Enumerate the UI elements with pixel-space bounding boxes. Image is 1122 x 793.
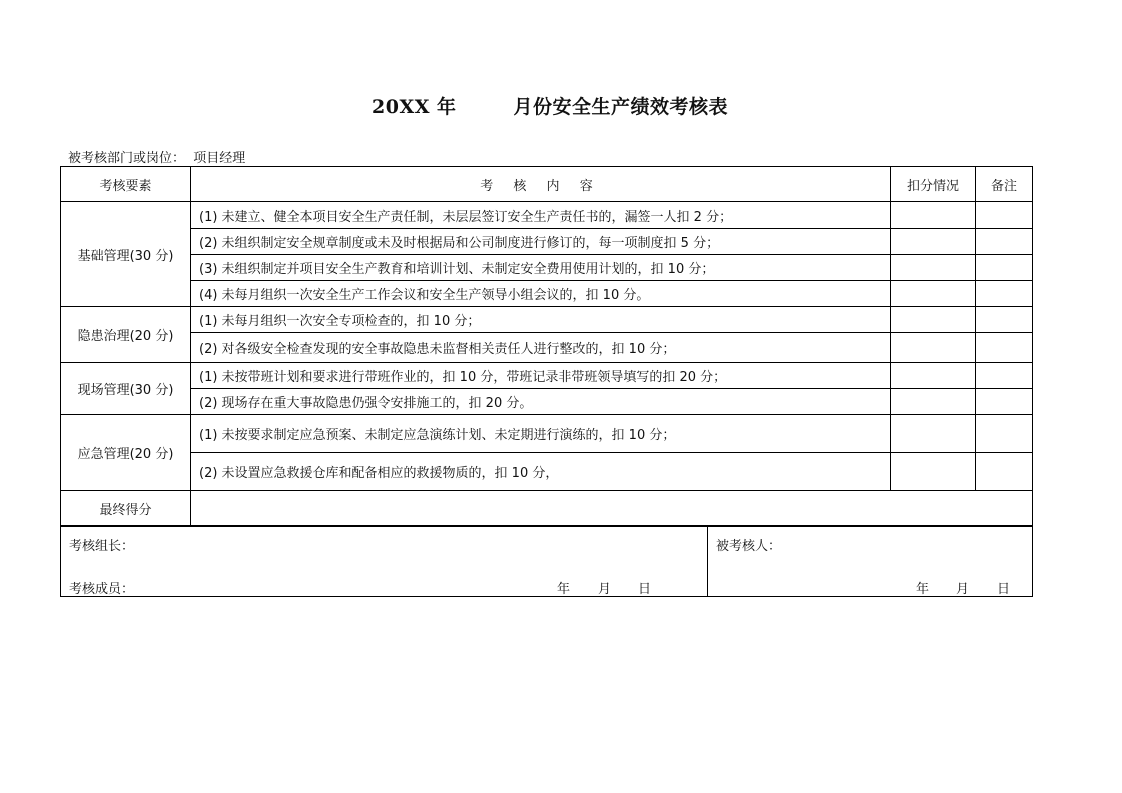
remark-cell[interactable] <box>976 281 1033 307</box>
table-row <box>61 363 1033 389</box>
item-content: (3) 未组织制定并项目安全生产教育和培训计划、未制定安全费用使用计划的，扣 10 分； <box>191 255 891 281</box>
department-label: 被考核部门或岗位： <box>68 151 186 166</box>
item-content: (1) 未按要求制定应急预案、未制定应急演练计划、未定期进行演练的，扣 10 分； <box>191 415 891 453</box>
deduction-cell[interactable] <box>891 333 976 363</box>
header-deduction: 扣分情况 <box>891 167 976 202</box>
category-emergency-management: 应急管理(20 分) <box>61 415 191 491</box>
table-row <box>61 415 1033 453</box>
date-year: 年 <box>916 582 930 597</box>
table-row <box>61 453 1033 491</box>
remark-cell[interactable] <box>976 415 1033 453</box>
remark-cell[interactable] <box>976 333 1033 363</box>
final-score-value[interactable] <box>191 491 1033 526</box>
header-content: 考 核 内 容 <box>191 167 891 202</box>
date-day: 日 <box>638 582 652 597</box>
date-month: 月 <box>956 582 970 597</box>
table-row <box>61 202 1033 229</box>
remark-cell[interactable] <box>976 202 1033 229</box>
header-remark: 备注 <box>976 167 1033 202</box>
assessee-signature-cell[interactable] <box>708 527 1033 597</box>
signature-table <box>60 526 1033 597</box>
remark-cell[interactable] <box>976 453 1033 491</box>
department-line <box>68 147 245 166</box>
deduction-cell[interactable] <box>891 202 976 229</box>
item-content: (1) 未按带班计划和要求进行带班作业的，扣 10 分，带班记录非带班领导填写的扣 20 分； <box>191 363 891 389</box>
item-content: (1) 未建立、健全本项目安全生产责任制，未层层签订安全生产责任书的，漏签一人扣 2 分； <box>191 202 891 229</box>
table-row <box>61 281 1033 307</box>
remark-cell[interactable] <box>976 389 1033 415</box>
final-score-row <box>61 491 1033 526</box>
deduction-cell[interactable] <box>891 415 976 453</box>
item-content: (2) 未设置应急救援仓库和配备相应的救援物质的，扣 10 分， <box>191 453 891 491</box>
item-content: (2) 现场存在重大事故隐患仍强令安排施工的，扣 20 分。 <box>191 389 891 415</box>
leader-label: 考核组长： <box>69 539 135 554</box>
item-content: (2) 对各级安全检查发现的安全事故隐患未监督相关责任人进行整改的，扣 10 分； <box>191 333 891 363</box>
date-day: 日 <box>997 582 1011 597</box>
deduction-cell[interactable] <box>891 389 976 415</box>
table-row <box>61 389 1033 415</box>
date-year: 年 <box>557 582 571 597</box>
item-content: (2) 未组织制定安全规章制度或未及时根据局和公司制度进行修订的，每一项制度扣 5 分； <box>191 229 891 255</box>
assessment-table <box>60 166 1033 526</box>
table-row <box>61 307 1033 333</box>
remark-cell[interactable] <box>976 255 1033 281</box>
item-content: (1) 未每月组织一次安全专项检查的，扣 10 分； <box>191 307 891 333</box>
deduction-cell[interactable] <box>891 229 976 255</box>
category-basic-management: 基础管理(30 分) <box>61 202 191 307</box>
remark-cell[interactable] <box>976 363 1033 389</box>
date-month: 月 <box>598 582 612 597</box>
category-site-management: 现场管理(30 分) <box>61 363 191 415</box>
remark-cell[interactable] <box>976 229 1033 255</box>
deduction-cell[interactable] <box>891 255 976 281</box>
header-element: 考核要素 <box>61 167 191 202</box>
department-value: 项目经理 <box>193 151 246 166</box>
table-row <box>61 255 1033 281</box>
member-label: 考核成员： <box>69 582 135 597</box>
assessor-signature-cell[interactable] <box>61 527 708 597</box>
category-hazard-management: 隐患治理(20 分) <box>61 307 191 363</box>
remark-cell[interactable] <box>976 307 1033 333</box>
table-row <box>61 333 1033 363</box>
final-score-label: 最终得分 <box>61 491 191 526</box>
item-content: (4) 未每月组织一次安全生产工作会议和安全生产领导小组会议的，扣 10 分。 <box>191 281 891 307</box>
deduction-cell[interactable] <box>891 281 976 307</box>
table-row <box>61 229 1033 255</box>
deduction-cell[interactable] <box>891 363 976 389</box>
assessee-label: 被考核人： <box>716 539 782 554</box>
deduction-cell[interactable] <box>891 453 976 491</box>
page-title: 20XX 年 月份安全生产绩效考核表 <box>372 96 728 118</box>
table-header-row <box>61 167 1033 202</box>
deduction-cell[interactable] <box>891 307 976 333</box>
